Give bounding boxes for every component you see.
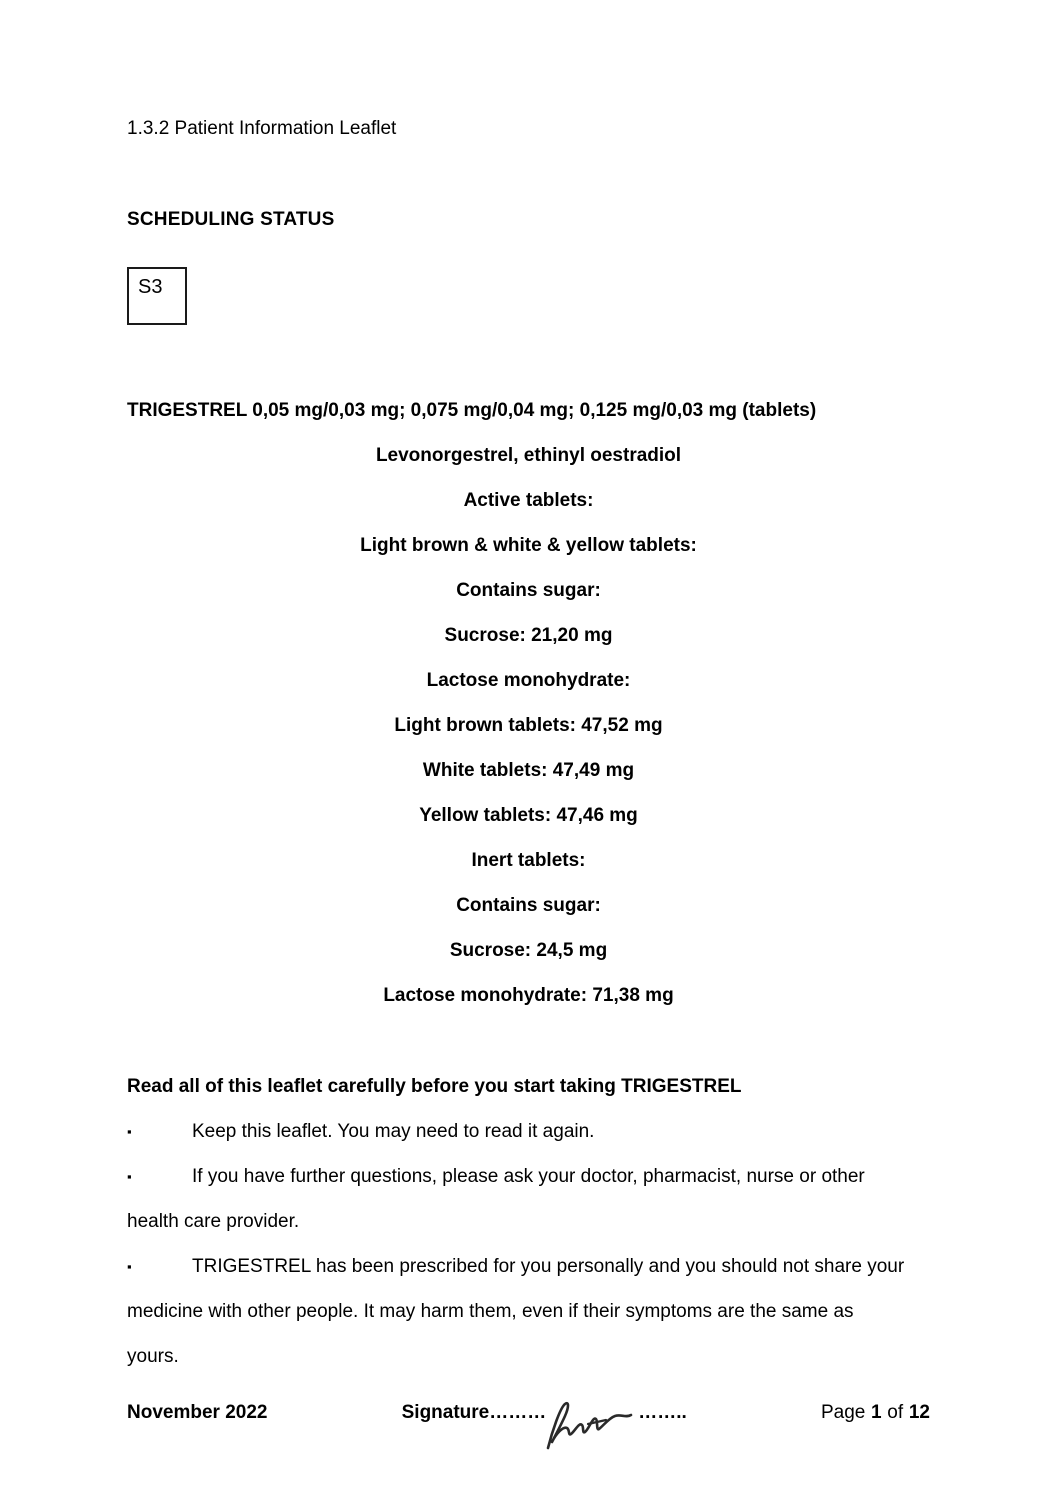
bullet-text: TRIGESTREL has been prescribed for you personally and you should not share your <box>192 1256 905 1277</box>
bullet-text: Keep this leaflet. You may need to read it again. <box>192 1121 595 1142</box>
schedule-code-box <box>127 267 187 325</box>
product-title: TRIGESTREL 0,05 mg/0,03 mg; 0,075 mg/0,04 mg; 0,125 mg/0,03 mg (tablets) <box>127 400 817 421</box>
tablet-colours-line: Light brown & white & yellow tablets: <box>360 535 697 556</box>
schedule-code: S3 <box>138 276 163 298</box>
active-tablets-heading: Active tablets: <box>463 490 594 511</box>
section-heading: 1.3.2 Patient Information Leaflet <box>127 118 397 139</box>
bullet-text-continuation: medicine with other people. It may harm them, even if their symptoms are the same as <box>127 1301 854 1322</box>
page-total: 12 <box>908 1402 930 1423</box>
signature-trailing-dots: …….. <box>638 1402 687 1423</box>
lactose-yellow-line: Yellow tablets: 47,46 mg <box>419 805 638 826</box>
active-ingredients-line: Levonorgestrel, ethinyl oestradiol <box>375 445 682 466</box>
footer-date: November 2022 <box>127 1402 268 1423</box>
lactose-heading-line: Lactose monohydrate: <box>426 670 631 691</box>
read-leaflet-heading: Read all of this leaflet carefully before you start taking TRIGESTREL <box>127 1076 742 1097</box>
bullet-text-continuation: health care provider. <box>127 1211 300 1232</box>
inert-tablets-heading: Inert tablets: <box>471 850 586 871</box>
sucrose-inert-line: Sucrose: 24,5 mg <box>449 940 608 961</box>
bullet-text-continuation: yours. <box>127 1346 179 1367</box>
bullet-text: If you have further questions, please ask your doctor, pharmacist, nurse or other <box>192 1166 865 1187</box>
page-label: Page <box>820 1402 866 1423</box>
lactose-light-brown-line: Light brown tablets: 47,52 mg <box>394 715 663 736</box>
scheduling-status-heading: SCHEDULING STATUS <box>127 209 335 230</box>
page-of-label: of <box>887 1402 904 1423</box>
handwritten-signature-icon <box>538 1398 642 1454</box>
bullet-keep-leaflet <box>127 1109 930 1154</box>
signature-label: Signature……… <box>401 1402 547 1423</box>
bullet-further-questions <box>127 1154 930 1244</box>
bullet-prescribed-personally <box>127 1244 930 1379</box>
signature-block <box>402 1398 687 1442</box>
lactose-white-line: White tablets: 47,49 mg <box>422 760 635 781</box>
contains-sugar-line-active: Contains sugar: <box>456 580 601 601</box>
page-current: 1 <box>871 1402 882 1423</box>
contains-sugar-line-inert: Contains sugar: <box>456 895 601 916</box>
page-number-indicator <box>821 1398 930 1428</box>
page-footer <box>127 1398 930 1442</box>
sucrose-active-line: Sucrose: 21,20 mg <box>444 625 613 646</box>
bullet-square-icon: ▪ <box>127 1169 132 1184</box>
bullet-square-icon: ▪ <box>127 1259 132 1274</box>
lactose-inert-line: Lactose monohydrate: 71,38 mg <box>383 985 674 1006</box>
bullet-square-icon: ▪ <box>127 1124 132 1139</box>
